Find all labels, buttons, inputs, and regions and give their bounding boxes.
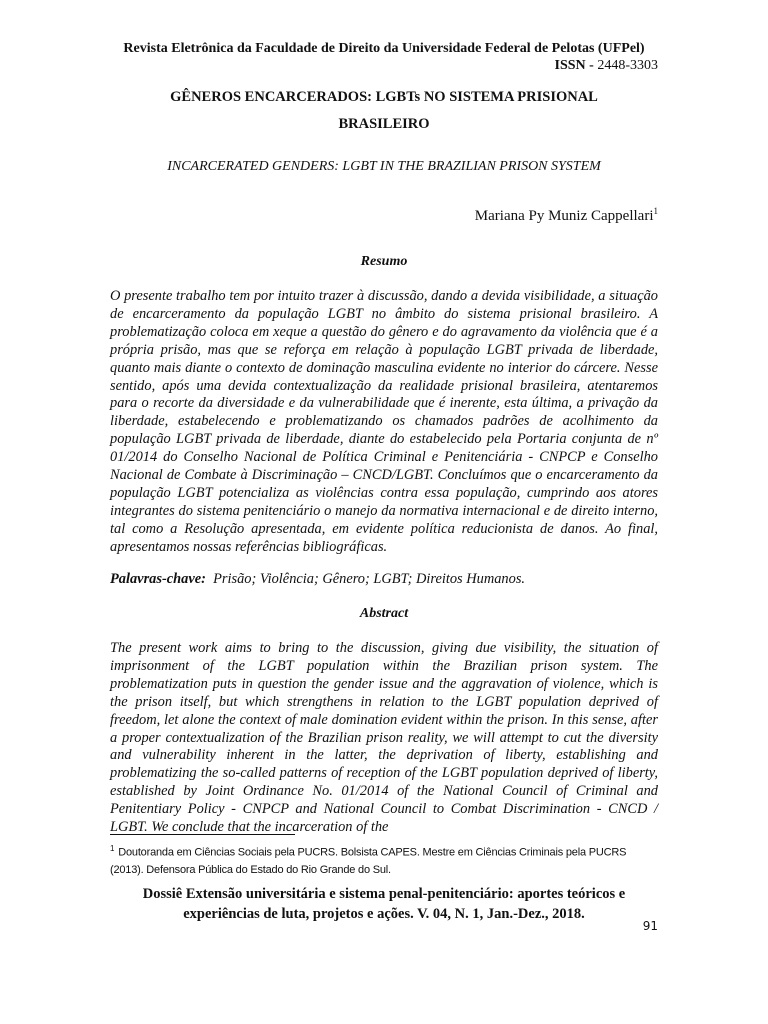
author-name: Mariana Py Muniz Cappellari [474,208,654,224]
footnote-divider [110,834,295,835]
article-title-english: INCARCERATED GENDERS: LGBT IN THE BRAZILIAN PRISON SYSTEM [167,159,601,174]
dossie-line2: experiências de luta, projetos e ações. V. 04, N. 1, Jan.-Dez., 2018. [183,906,585,922]
author [475,206,658,225]
keywords [110,571,658,588]
dossie-line1: Dossiê Extensão universitária e sistema penal-penitenciário: aportes teóricos e [142,886,626,902]
resumo-heading: Resumo [360,254,408,269]
footnote [110,840,658,879]
abstract-heading: Abstract [359,606,409,621]
issn [555,58,658,74]
keywords-label: Palavras-chave: [110,571,206,587]
footnote-text: Doutoranda em Ciências Sociais pela PUCRS. Bolsista CAPES. Mestre em Ciências Criminais pela PUCRS (2013). Defensora Pública do Estado do Rio Grande do Sul. [110,846,627,876]
resumo-text: O presente trabalho tem por intuito trazer à discussão, dando a devida visibilidade, a situação de encarceramento da população LGBT no âmbito do sistema prisional brasileiro. A problematização coloca em xeque a questão do gênero e do agravamento da violência que é a própria prisão, mas que se reforça em relação à população LGBT privada de liberdade, quanto mais diante o contexto de dominação masculina evidente no interior do cárcere. Nesse sentido, após uma devida contextualização da realidade prisional brasileira, atentaremos para o recorte da diversidade e da vulnerabilidade que é inerente, esta última, a privação da liberdade, estabelecendo e problematizando os chamados padrões de acolhimento da população LGBT privada de liberdade, diante do estabelecido pela Portaria conjunta de nº 01/2014 do Conselho Nacional de Política Criminal e Penitenciária - CNPCP e Conselho Nacional de Combate à Discriminação – CNCD/LGBT. Concluímos que o encarceramento da população LGBT potencializa as violências contra essa população, cumprindo aos atores integrantes do sistema penitenciário o manejo da normativa internacional e de direito interno, tal como a Resolução apresentada, em evidente política reducionista de danos. Ao final, apresentamos nossas referências bibliográficas. [110,288,658,555]
footnote-mark: 1 [110,844,115,853]
issn-value: 2448-3303 [597,58,658,73]
article-title-line2: BRASILEIRO [338,116,430,132]
author-footnote-mark: 1 [653,206,658,216]
issn-label: ISSN - [554,58,594,73]
keywords-value: Prisão; Violência; Gênero; LGBT; Direitos Humanos. [213,571,526,587]
article-title-line1: GÊNEROS ENCARCERADOS: LGBTs NO SISTEMA PRISIONAL [170,89,598,105]
abstract-text: The present work aims to bring to the discussion, giving due visibility, the situation of imprisonment of the LGBT population within the Brazilian prison system. The problematization puts in question the gender issue and the aggravation of violence, which is the prison itself, but which strengthens in relation to the LGBT population deprived of freedom, let alone the context of male domination evident within the prison. In this sense, after a proper contextualization of the Brazilian prison reality, we will attempt to cut the diversity and vulnerability inherent in the latter, the deprivation of liberty, establishing and problematizing the so-called patterns of reception of the LGBT population deprived of liberty, established by Joint Ordinance No. 01/2014 of the National Council of Criminal and Penitentiary Policy - CNPCP and National Council to Combat Discrimination - CNCD / LGBT. We conclude that the incarceration of the [110,640,658,836]
journal-header: Revista Eletrônica da Faculdade de Direito da Universidade Federal de Pelotas (UFPel) [123,41,645,56]
dossie-footer [0,884,768,924]
page-number: 91 [642,919,658,933]
